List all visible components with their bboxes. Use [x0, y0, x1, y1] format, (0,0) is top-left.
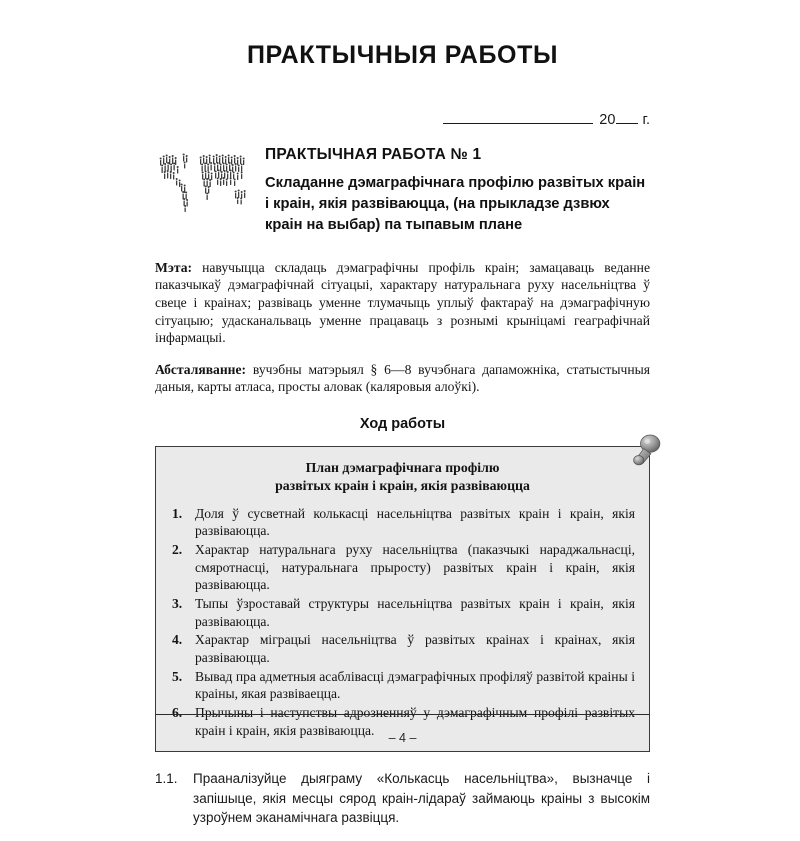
list-item-number: 4.	[172, 632, 183, 648]
date-fill-in-line	[155, 112, 650, 128]
page-footer	[155, 714, 650, 745]
list-item-text: Характар натуральнага руху насельніцтва (паказчыкі нараджальнасці, смяротнасці, натуральнага прыросту) развітых краін і краін, якія развіваюцца.	[195, 541, 635, 593]
list-item-text: Тыпы ўзроставай структуры насельніцтва развітых краін і краін, якія развіваюцца.	[195, 595, 635, 629]
list-item	[170, 668, 635, 703]
practical-work-text	[265, 146, 650, 236]
list-item-number: 2.	[172, 541, 183, 557]
practical-work-number: ПРАКТЫЧНАЯ РАБОТА № 1	[265, 146, 482, 163]
list-item-number: 3.	[172, 595, 183, 611]
page-number: – 4 –	[388, 731, 417, 745]
plan-item-list	[170, 505, 635, 740]
plan-title-line-2: развітых краін і краін, якія развіваюцца	[275, 478, 530, 494]
pushpin-icon	[620, 430, 666, 476]
goal-paragraph	[155, 259, 650, 347]
list-item-number: 6.	[172, 705, 183, 720]
list-item	[170, 595, 635, 630]
list-item	[170, 505, 635, 540]
practical-work-subject: Складанне дэмаграфічнага профілю развітых краін і краін, якія развіваюцца, (на прыкладзе дзвюх краін на выбар) па тыпавым плане	[265, 175, 646, 233]
equipment-text: вучэбны матэрыял § 6—8 вучэбнага дапаможніка, статыстычныя даныя, карты атласа, просты аловак (каляровыя алоўкі).	[155, 361, 650, 395]
goal-label: Мэта:	[155, 259, 193, 275]
date-year-prefix: 20	[599, 112, 616, 128]
date-year-blank[interactable]	[616, 112, 638, 124]
list-item-number: 5.	[172, 668, 183, 684]
equipment-label: Абсталяванне:	[155, 361, 247, 377]
page-title: ПРАКТЫЧНЫЯ РАБОТЫ	[246, 41, 559, 69]
footer-divider	[155, 714, 650, 715]
task-paragraph-1-1	[155, 769, 650, 827]
list-item	[170, 541, 635, 594]
plan-title-line-1: План дэмаграфічнага профілю	[305, 459, 500, 475]
list-item-text: Доля ў сусветнай колькасці насельніцтва развітых краін і краін, якія развіваюцца.	[195, 505, 635, 539]
list-item-number: 1.	[172, 505, 183, 521]
plan-box	[155, 446, 650, 752]
world-map-people-icon	[152, 149, 256, 215]
date-year-suffix: г.	[642, 112, 650, 128]
list-item-text: Прычыны і наступствы адрозненняў у дэмаграфічным профілі развітых краін і краін, якія развіваюцца.	[195, 705, 635, 738]
section-heading-workflow: Ход работы	[359, 415, 446, 432]
list-item	[170, 631, 635, 666]
plan-box-wrapper	[155, 446, 650, 752]
task-text: Прааналізуйце дыяграму «Колькасць насельніцтва», вызначце і запішыце, якія месцы сярод краін-лідараў займаюць краіны з высокім узроўнем эканамічнага развіцця.	[193, 771, 650, 826]
equipment-paragraph	[155, 361, 650, 396]
date-blank-rule[interactable]	[443, 112, 593, 124]
goal-text: навучыцца складаць дэмаграфічны профіль краін; замацаваць веданне паказчыкаў дэмаграфічнай сітуацыі, характару натуральнага руху насельніцтва ў свеце і краінах; развіваць уменне тлумачыць уплыў фактараў на дэмаграфічную сітуацыю; удасканальваць уменне працаваць з рознымі крыніцамі геаграфічнай інфармацыі.	[155, 259, 650, 346]
list-item-text: Вывад пра адметныя асаблівасці дэмаграфічных профіляў развітой краіны і краіны, якая развіваецца.	[195, 668, 635, 702]
list-item-text: Характар міграцыі насельніцтва ў развітых краінах і краінах, якія развіваюцца.	[195, 632, 635, 665]
practical-work-header	[155, 146, 650, 236]
task-number: 1.1.	[155, 771, 178, 787]
plan-box-title	[170, 459, 635, 496]
